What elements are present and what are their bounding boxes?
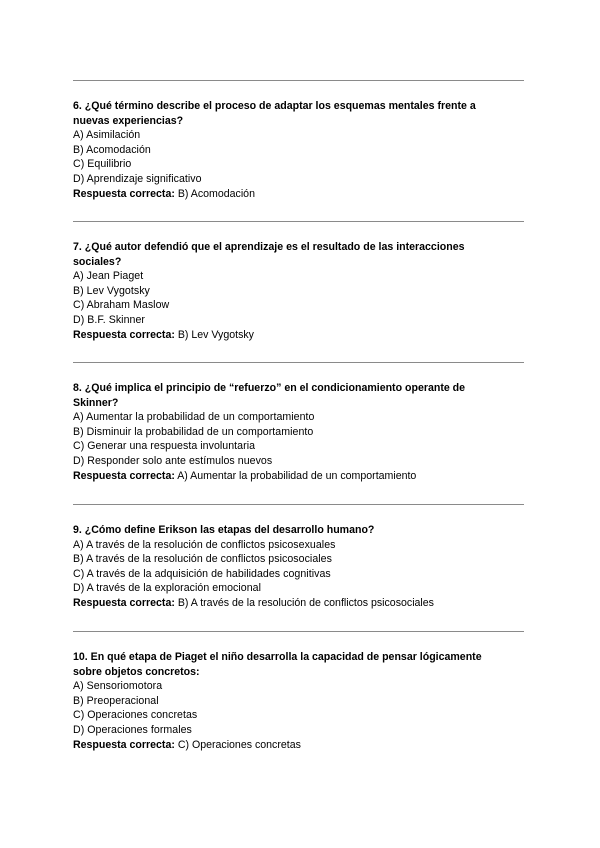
- question-text: 9. ¿Cómo define Erikson las etapas del desarrollo humano?: [73, 524, 375, 536]
- answer-value: C) Operaciones concretas: [177, 738, 301, 751]
- option-a: A) A través de la resolución de conflictos psicosexuales: [73, 538, 336, 551]
- question-block-9: [73, 523, 513, 611]
- option-c: C) Equilibrio: [73, 158, 132, 171]
- answer-label: Respuesta correcta:: [73, 469, 175, 482]
- correct-answer: [73, 328, 513, 343]
- section-divider: [73, 80, 524, 81]
- option-d: D) B.F. Skinner: [73, 313, 145, 326]
- answer-value: B) Lev Vygotsky: [177, 328, 254, 341]
- question-block-7: [73, 240, 513, 342]
- option-b: B) Preoperacional: [73, 694, 159, 707]
- section-divider: [73, 504, 524, 505]
- section-divider: [73, 362, 524, 363]
- correct-answer: [73, 469, 513, 484]
- answer-label: Respuesta correcta:: [73, 328, 175, 341]
- question-block-6: [73, 99, 513, 201]
- option-c: C) Abraham Maslow: [73, 299, 170, 312]
- question-text: 7. ¿Qué autor defendió que el aprendizaje es el resultado de las interacciones sociales?: [73, 241, 465, 268]
- option-b: B) Acomodación: [73, 143, 151, 156]
- option-c: C) Generar una respuesta involuntaria: [73, 440, 256, 453]
- option-a: A) Asimilación: [73, 129, 141, 142]
- answer-value: A) Aumentar la probabilidad de un comportamiento: [177, 469, 417, 482]
- option-c: C) Operaciones concretas: [73, 709, 198, 722]
- option-b: B) Disminuir la probabilidad de un comportamiento: [73, 425, 314, 438]
- option-a: A) Aumentar la probabilidad de un comportamiento: [73, 411, 315, 424]
- section-divider: [73, 221, 524, 222]
- question-text: 8. ¿Qué implica el principio de “refuerzo” en el condicionamiento operante de Skinner?: [73, 382, 466, 409]
- option-b: B) A través de la resolución de conflictos psicosociales: [73, 553, 332, 566]
- option-d: D) Aprendizaje significativo: [73, 172, 202, 185]
- answer-value: B) A través de la resolución de conflictos psicosociales: [177, 596, 434, 609]
- option-b: B) Lev Vygotsky: [73, 284, 150, 297]
- correct-answer: [73, 596, 513, 611]
- option-c: C) A través de la adquisición de habilidades cognitivas: [73, 567, 331, 580]
- question-text: 6. ¿Qué término describe el proceso de adaptar los esquemas mentales frente a nuevas experiencias?: [73, 100, 476, 127]
- answer-label: Respuesta correcta:: [73, 596, 175, 609]
- option-d: D) Responder solo ante estímulos nuevos: [73, 454, 273, 467]
- answer-label: Respuesta correcta:: [73, 738, 175, 751]
- option-d: D) Operaciones formales: [73, 723, 192, 736]
- answer-value: B) Acomodación: [177, 187, 255, 200]
- question-block-10: [73, 650, 513, 752]
- section-divider: [73, 631, 524, 632]
- answer-label: Respuesta correcta:: [73, 187, 175, 200]
- option-d: D) A través de la exploración emocional: [73, 582, 262, 595]
- option-a: A) Jean Piaget: [73, 270, 144, 283]
- correct-answer: [73, 187, 513, 202]
- correct-answer: [73, 738, 513, 753]
- question-text: 10. En qué etapa de Piaget el niño desarrolla la capacidad de pensar lógicamente sobre objetos concretos:: [73, 651, 482, 678]
- option-a: A) Sensoriomotora: [73, 680, 163, 693]
- question-block-8: [73, 381, 513, 483]
